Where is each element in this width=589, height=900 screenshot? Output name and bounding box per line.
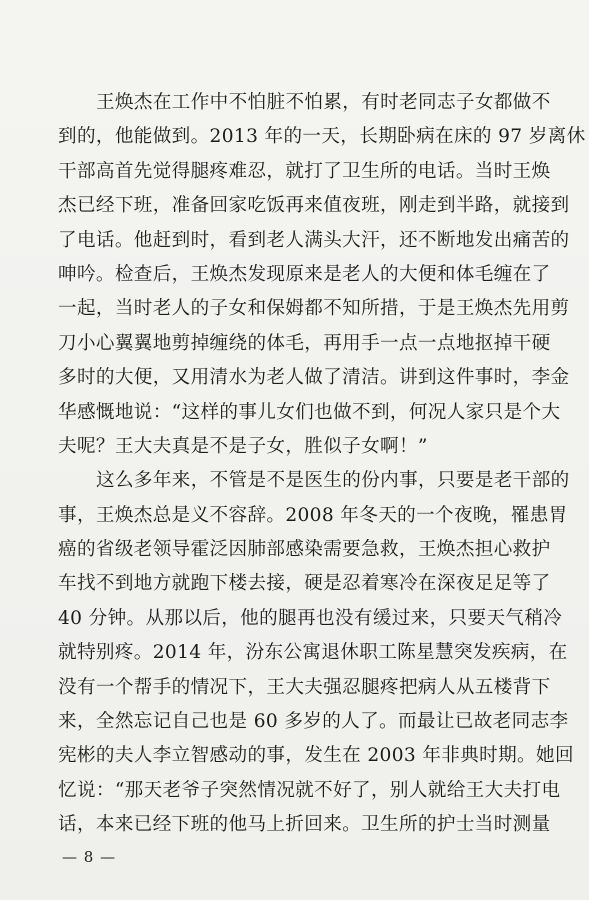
- text-line: 宪彬的夫人李立智感动的事，发生在 2003 年非典时期。她回: [58, 745, 574, 767]
- text-line: 事，王焕杰总是义不容辞。2008 年冬天的一个夜晚，罹患胃: [58, 504, 568, 526]
- text-line: 华感慨地说：“这样的事儿女们也做不到，何况人家只是个大: [58, 401, 561, 423]
- text-line: 王焕杰在工作中不怕脏不怕累，有时老同志子女都做不: [96, 92, 551, 113]
- paragraph-1: [58, 86, 586, 464]
- text-line: 癌的省级老领导霍泛因肺部感染需要急救，王焕杰担心救护: [58, 539, 551, 561]
- paragraph-2: [58, 464, 574, 842]
- text-line: 刀小心翼翼地剪掉缠绕的体毛，再用手一点一点地抠掉干硬: [58, 332, 551, 354]
- text-line: 干部高首先觉得腿疼难忍，就打了卫生所的电话。当时王焕: [58, 160, 551, 182]
- text-line: 呻吟。检查后，王焕杰发现原来是老人的大便和体毛缠在了: [58, 263, 551, 285]
- page-number: — 8 —: [62, 848, 117, 866]
- text-line: 话，本来已经下班的他马上折回来。卫生所的护士当时测量: [58, 814, 551, 836]
- text-line: 一起，当时老人的子女和保姆都不知所措，于是王焕杰先用剪: [58, 298, 570, 320]
- text-line: 多时的大便，又用清水为老人做了清洁。讲到这件事时，李金: [58, 367, 570, 389]
- text-line: 没有一个帮手的情况下，王大夫强忍腿疼把病人从五楼背下: [58, 676, 551, 698]
- text-line: 这么多年来，不管是不是医生的份内事，只要是老干部的: [96, 470, 570, 492]
- text-line: 到的，他能做到。2013 年的一天，长期卧病在床的 97 岁离休: [58, 126, 586, 148]
- text-line: 来，全然忘记自己也是 60 多岁的人了。而最让已故老同志李: [58, 711, 569, 733]
- text-line: 了电话。他赶到时，看到老人满头大汗，还不断地发出痛苦的: [58, 229, 570, 251]
- text-line: 车找不到地方就跑下楼去接，硬是忍着寒冷在深夜足足等了: [58, 573, 551, 595]
- text-line: 40 分钟。从那以后，他的腿再也没有缓过来，只要天气稍冷: [58, 607, 563, 629]
- body-text: [58, 86, 586, 843]
- text-line: 杰已经下班，准备回家吃饭再来值夜班，刚走到半路，就接到: [58, 195, 570, 217]
- text-line: 忆说：“那天老爷子突然情况就不好了，别人就给王大夫打电: [58, 779, 561, 801]
- text-line: 夫呢？王大夫真是不是子女，胜似子女啊！”: [58, 435, 428, 457]
- text-line: 就特别疼。2014 年，汾东公寓退休职工陈星慧突发疾病，在: [58, 642, 568, 664]
